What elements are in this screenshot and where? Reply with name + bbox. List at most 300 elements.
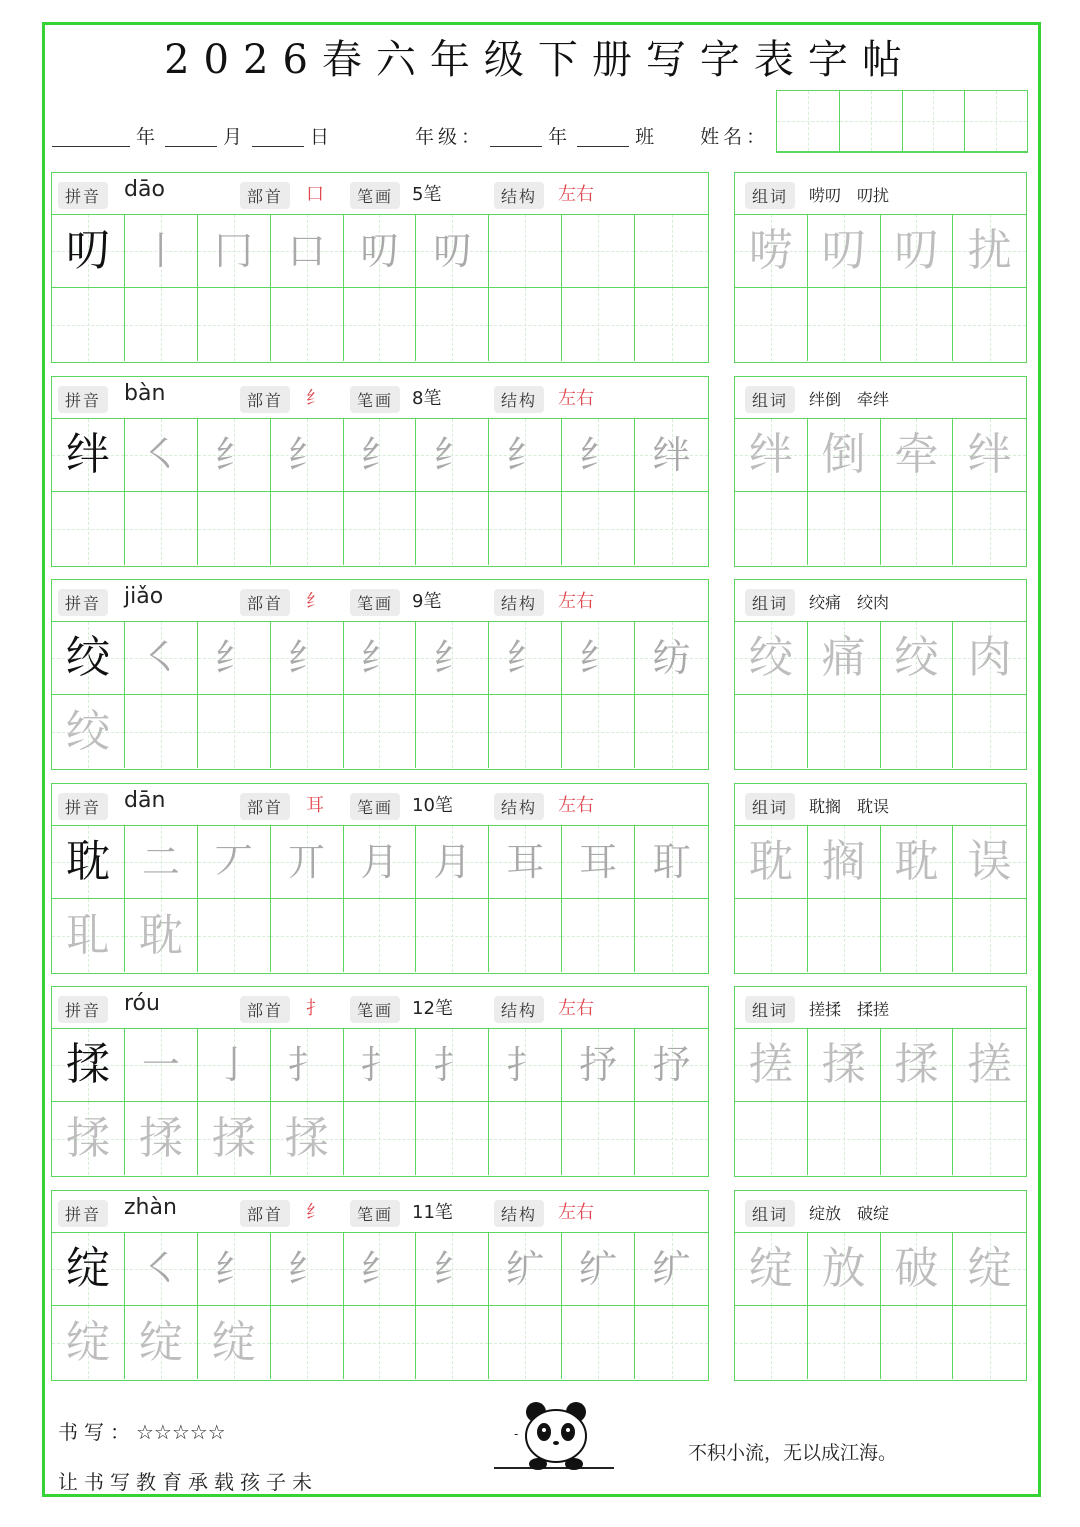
word-cell[interactable] [808,1102,881,1175]
word-trace-character: 绊 [748,429,793,480]
writing-cell[interactable] [125,695,198,768]
writing-cell[interactable] [635,899,708,972]
writing-cell[interactable] [198,826,271,899]
panda-icon [494,1398,614,1474]
words-grid[interactable] [735,1029,1026,1175]
words-panel [734,579,1027,770]
trace-character: 耽 [138,909,183,961]
stroke-order-step: 纟 [214,433,253,477]
radical-value: 口 [306,184,324,205]
word-trace-character: 牵 [894,429,939,480]
char-info-header [52,987,708,1029]
word-cell[interactable] [881,622,954,695]
word-trace-character: 揉 [821,1039,866,1090]
slogan: 让书写教育承载孩子未 [58,1470,318,1494]
word-trace-character: 绞 [748,632,793,683]
word-cell[interactable] [881,215,954,288]
writing-cell[interactable] [52,419,125,492]
writing-cell[interactable] [344,695,417,768]
words-header [735,377,1026,419]
writing-cell[interactable] [198,1306,271,1379]
writing-cell[interactable] [125,826,198,899]
writing-cell[interactable] [271,695,344,768]
word-cell[interactable] [808,215,881,288]
writing-cell[interactable] [489,1306,562,1379]
trace-character: 绽 [65,1316,110,1368]
stroke-order-step: 纟 [579,433,618,477]
word-cell[interactable] [881,695,954,768]
trace-character: 揉 [138,1112,183,1164]
words-header [735,1191,1026,1233]
word-trace-character: 绽 [967,1243,1012,1294]
stroke-order-step: 纩 [579,1247,618,1291]
stroke-order-step: 绊 [652,433,691,477]
writing-cell[interactable] [125,622,198,695]
model-character: 耽 [65,836,110,887]
strokes-value: 9笔 [412,591,442,612]
writing-cell[interactable] [344,1233,417,1306]
word-cell[interactable] [808,622,881,695]
word-cell[interactable] [735,419,808,492]
writing-cell[interactable] [562,695,635,768]
stroke-order-step: 耳 [506,840,545,884]
word-trace-character: 搁 [821,836,866,887]
writing-cell[interactable] [271,419,344,492]
name-box[interactable] [965,91,1027,152]
model-character: 叨 [65,225,110,276]
writing-cell[interactable] [635,492,708,565]
word-cell[interactable] [881,1102,954,1175]
writing-cell[interactable] [562,288,635,361]
strokes-tag: 笔画 [350,182,400,209]
stroke-order-step: 二 [141,840,180,884]
writing-cell[interactable] [562,899,635,972]
words-tag: 组词 [745,589,795,616]
writing-cell[interactable] [271,622,344,695]
word-cell[interactable] [735,826,808,899]
pinyin-value: jiǎo [124,584,164,609]
stroke-order-step: 纟 [579,636,618,680]
writing-cell[interactable] [416,1029,489,1102]
writing-cell[interactable] [52,1029,125,1102]
writing-cell[interactable] [344,622,417,695]
writing-cell[interactable] [198,1233,271,1306]
pinyin-tag: 拼音 [58,996,108,1023]
char-panel [51,783,709,974]
writing-cell[interactable] [344,1306,417,1379]
writing-cell[interactable] [635,695,708,768]
stroke-order-step: 纟 [433,433,472,477]
rating-line [58,1416,226,1445]
words-header [735,784,1026,826]
trace-character: 绽 [211,1316,256,1368]
writing-cell[interactable] [198,288,271,361]
writing-cell[interactable] [416,215,489,288]
grade-blank[interactable] [490,125,542,147]
writing-cell[interactable] [635,622,708,695]
writing-cell[interactable] [489,419,562,492]
word-cell[interactable] [735,1306,808,1379]
char-panel [51,986,709,1177]
words-header [735,173,1026,215]
writing-cell[interactable] [52,215,125,288]
writing-cell[interactable] [125,1029,198,1102]
word-cell[interactable] [735,1102,808,1175]
model-character: 绞 [65,632,110,683]
word-cell[interactable] [808,826,881,899]
stroke-order-step: 纟 [287,433,326,477]
writing-cell[interactable] [198,419,271,492]
word-cell[interactable] [953,826,1026,899]
stroke-order-step: 扌 [287,1043,326,1087]
words-value: 绞痛 绞肉 [809,593,890,612]
words-panel [734,986,1027,1177]
name-box[interactable] [903,91,966,152]
writing-grid[interactable] [52,1029,708,1175]
char-panel [51,579,709,770]
class-blank[interactable] [577,125,629,147]
words-grid[interactable] [735,1233,1026,1379]
writing-cell[interactable] [125,419,198,492]
writing-cell[interactable] [344,899,417,972]
structure-tag: 结构 [494,182,544,209]
radical-tag: 部首 [240,793,290,820]
radical-tag: 部首 [240,589,290,616]
writing-cell[interactable] [562,622,635,695]
word-cell[interactable] [953,899,1026,972]
rating-stars[interactable]: ☆☆☆☆☆ [136,1420,226,1444]
writing-cell[interactable] [489,695,562,768]
stroke-order-step: 纟 [360,1247,399,1291]
word-cell[interactable] [735,1233,808,1306]
radical-tag: 部首 [240,386,290,413]
word-cell[interactable] [808,288,881,361]
writing-cell[interactable] [562,492,635,565]
year-blank[interactable] [52,125,130,147]
writing-cell[interactable] [271,215,344,288]
writing-cell[interactable] [416,899,489,972]
stroke-order-step: 叨 [360,229,399,273]
char-info-header [52,1191,708,1233]
writing-cell[interactable] [52,1233,125,1306]
word-cell[interactable] [953,1306,1026,1379]
word-cell[interactable] [953,1029,1026,1102]
words-grid[interactable] [735,826,1026,972]
writing-grid[interactable] [52,419,708,565]
word-cell[interactable] [953,622,1026,695]
trace-character: 揉 [284,1112,329,1164]
strokes-tag: 笔画 [350,793,400,820]
writing-grid[interactable] [52,215,708,361]
word-trace-character: 搓 [967,1039,1012,1090]
word-cell[interactable] [808,1306,881,1379]
char-panel [51,1190,709,1381]
writing-cell[interactable] [416,1102,489,1175]
word-cell[interactable] [735,695,808,768]
writing-cell[interactable] [271,492,344,565]
stroke-order-step: 丨 [141,229,180,273]
words-grid[interactable] [735,622,1026,768]
writing-cell[interactable] [416,695,489,768]
words-grid[interactable] [735,419,1026,565]
word-cell[interactable] [881,1306,954,1379]
stroke-order-step: 纟 [287,636,326,680]
word-trace-character: 扰 [967,225,1012,276]
writing-cell[interactable] [344,826,417,899]
word-trace-character: 叨 [821,225,866,276]
word-cell[interactable] [735,1029,808,1102]
radical-value: 扌 [306,998,324,1019]
strokes-value: 12笔 [412,998,453,1019]
day-blank[interactable] [252,125,304,147]
writing-cell[interactable] [416,826,489,899]
writing-cell[interactable] [52,288,125,361]
writing-cell[interactable] [416,622,489,695]
writing-cell[interactable] [52,1306,125,1379]
word-cell[interactable] [953,1233,1026,1306]
words-grid[interactable] [735,215,1026,361]
word-cell[interactable] [735,899,808,972]
writing-cell[interactable] [489,622,562,695]
month-blank[interactable] [165,125,217,147]
trace-character: 耴 [65,909,110,961]
word-cell[interactable] [735,492,808,565]
stroke-order-step: 抒 [652,1043,691,1087]
words-value: 耽搁 耽误 [809,797,890,816]
writing-cell[interactable] [562,1233,635,1306]
stroke-order-step: 扌 [433,1043,472,1087]
writing-cell[interactable] [344,288,417,361]
writing-cell[interactable] [416,288,489,361]
structure-value: 左右 [558,795,594,816]
writing-cell[interactable] [52,695,125,768]
word-cell[interactable] [808,899,881,972]
writing-cell[interactable] [198,899,271,972]
pinyin-tag: 拼音 [58,793,108,820]
word-cell[interactable] [881,899,954,972]
page-title: 2026春六年级下册写字表字帖 [164,37,916,83]
writing-cell[interactable] [271,1306,344,1379]
word-cell[interactable] [953,215,1026,288]
writing-cell[interactable] [489,826,562,899]
writing-cell[interactable] [344,215,417,288]
writing-cell[interactable] [344,492,417,565]
stroke-order-step: 丌 [287,840,326,884]
words-tag: 组词 [745,793,795,820]
word-cell[interactable] [881,1029,954,1102]
word-cell[interactable] [881,1233,954,1306]
writing-cell[interactable] [271,826,344,899]
writing-grid[interactable] [52,826,708,972]
writing-cell[interactable] [271,1029,344,1102]
radical-value: 耳 [306,795,324,816]
word-cell[interactable] [953,492,1026,565]
writing-cell[interactable] [416,1306,489,1379]
words-tag: 组词 [745,182,795,209]
structure-value: 左右 [558,1202,594,1223]
words-tag: 组词 [745,996,795,1023]
writing-cell[interactable] [125,288,198,361]
writing-cell[interactable] [344,1102,417,1175]
radical-tag: 部首 [240,1200,290,1227]
writing-cell[interactable] [489,1029,562,1102]
pinyin-value: zhàn [124,1195,177,1220]
word-cell[interactable] [808,492,881,565]
writing-cell[interactable] [198,695,271,768]
name-boxes[interactable] [776,90,1028,153]
pinyin-tag: 拼音 [58,1200,108,1227]
stroke-order-step: ㇛ [141,433,180,477]
words-panel [734,376,1027,567]
pinyin-tag: 拼音 [58,182,108,209]
stroke-order-step: 纟 [214,1247,253,1291]
words-tag: 组词 [745,386,795,413]
writing-cell[interactable] [344,419,417,492]
writing-cell[interactable] [52,622,125,695]
writing-cell[interactable] [562,419,635,492]
writing-cell[interactable] [489,288,562,361]
char-info-header [52,784,708,826]
class-label: 班 [635,126,659,148]
writing-cell[interactable] [489,1102,562,1175]
writing-cell[interactable] [562,826,635,899]
word-cell[interactable] [953,1102,1026,1175]
word-cell[interactable] [808,419,881,492]
word-cell[interactable] [808,1029,881,1102]
word-cell[interactable] [881,288,954,361]
word-cell[interactable] [881,826,954,899]
writing-cell[interactable] [52,899,125,972]
writing-cell[interactable] [489,899,562,972]
writing-cell[interactable] [271,1102,344,1175]
stroke-order-step: 耵 [652,840,691,884]
stroke-order-step: 纟 [360,636,399,680]
motto: 不积小流，无以成江海。 [688,1442,898,1464]
writing-cell[interactable] [125,1233,198,1306]
word-cell[interactable] [953,419,1026,492]
writing-cell[interactable] [635,215,708,288]
word-cell[interactable] [735,622,808,695]
writing-cell[interactable] [635,419,708,492]
stroke-order-step: ㇛ [141,636,180,680]
word-cell[interactable] [808,1233,881,1306]
char-panel [51,376,709,567]
writing-cell[interactable] [271,288,344,361]
strokes-value: 5笔 [412,184,442,205]
writing-cell[interactable] [125,215,198,288]
writing-cell[interactable] [489,492,562,565]
word-trace-character: 破 [894,1243,939,1294]
name-box[interactable] [777,91,840,152]
writing-cell[interactable] [562,1306,635,1379]
writing-grid[interactable] [52,1233,708,1379]
strokes-tag: 笔画 [350,589,400,616]
writing-cell[interactable] [52,826,125,899]
writing-cell[interactable] [635,1102,708,1175]
writing-cell[interactable] [489,215,562,288]
writing-cell[interactable] [125,899,198,972]
strokes-value: 8笔 [412,388,442,409]
words-header [735,580,1026,622]
words-header [735,987,1026,1029]
writing-cell[interactable] [562,1029,635,1102]
structure-value: 左右 [558,591,594,612]
writing-cell[interactable] [562,1102,635,1175]
word-trace-character: 耽 [894,836,939,887]
word-trace-character: 揉 [894,1039,939,1090]
writing-cell[interactable] [198,1102,271,1175]
word-cell[interactable] [808,695,881,768]
grade-label: 年级： [415,126,485,148]
word-cell[interactable] [881,492,954,565]
stroke-order-step: 纟 [287,1247,326,1291]
word-cell[interactable] [953,695,1026,768]
words-panel [734,783,1027,974]
writing-cell[interactable] [52,1102,125,1175]
writing-cell[interactable] [562,215,635,288]
writing-cell[interactable] [271,899,344,972]
radical-value: 纟 [306,388,324,409]
word-cell[interactable] [735,288,808,361]
stroke-order-step: 耳 [579,840,618,884]
structure-tag: 结构 [494,1200,544,1227]
day-label: 日 [310,126,334,148]
writing-cell[interactable] [416,492,489,565]
stroke-order-step: ㇛ [141,1247,180,1291]
writing-cell[interactable] [635,1306,708,1379]
writing-cell[interactable] [198,492,271,565]
writing-cell[interactable] [635,1029,708,1102]
word-cell[interactable] [735,215,808,288]
writing-cell[interactable] [635,1233,708,1306]
pinyin-value: dān [124,788,166,813]
name-box[interactable] [840,91,903,152]
stroke-order-step: 纟 [506,636,545,680]
writing-cell[interactable] [198,1029,271,1102]
writing-cell[interactable] [635,826,708,899]
grade-year-label: 年 [548,126,572,148]
writing-cell[interactable] [52,492,125,565]
stroke-order-step: 纟 [214,636,253,680]
writing-cell[interactable] [416,419,489,492]
writing-cell[interactable] [125,492,198,565]
words-value: 绽放 破绽 [809,1204,890,1223]
writing-cell[interactable] [489,1233,562,1306]
writing-cell[interactable] [271,1233,344,1306]
writing-cell[interactable] [635,288,708,361]
stroke-order-step: 口 [287,229,326,273]
pinyin-value: róu [124,991,160,1016]
word-cell[interactable] [881,419,954,492]
stroke-order-step: 丆 [214,840,253,884]
structure-value: 左右 [558,388,594,409]
writing-cell[interactable] [344,1029,417,1102]
writing-grid[interactable] [52,622,708,768]
structure-tag: 结构 [494,589,544,616]
writing-cell[interactable] [125,1102,198,1175]
word-trace-character: 叨 [894,225,939,276]
word-cell[interactable] [953,288,1026,361]
model-character: 揉 [65,1039,110,1090]
writing-cell[interactable] [416,1233,489,1306]
writing-cell[interactable] [125,1306,198,1379]
word-trace-character: 痛 [821,632,866,683]
stroke-order-step: 扌 [506,1043,545,1087]
pinyin-value: dāo [124,177,165,202]
writing-cell[interactable] [198,215,271,288]
writing-cell[interactable] [198,622,271,695]
words-value: 绊倒 牵绊 [809,390,890,409]
